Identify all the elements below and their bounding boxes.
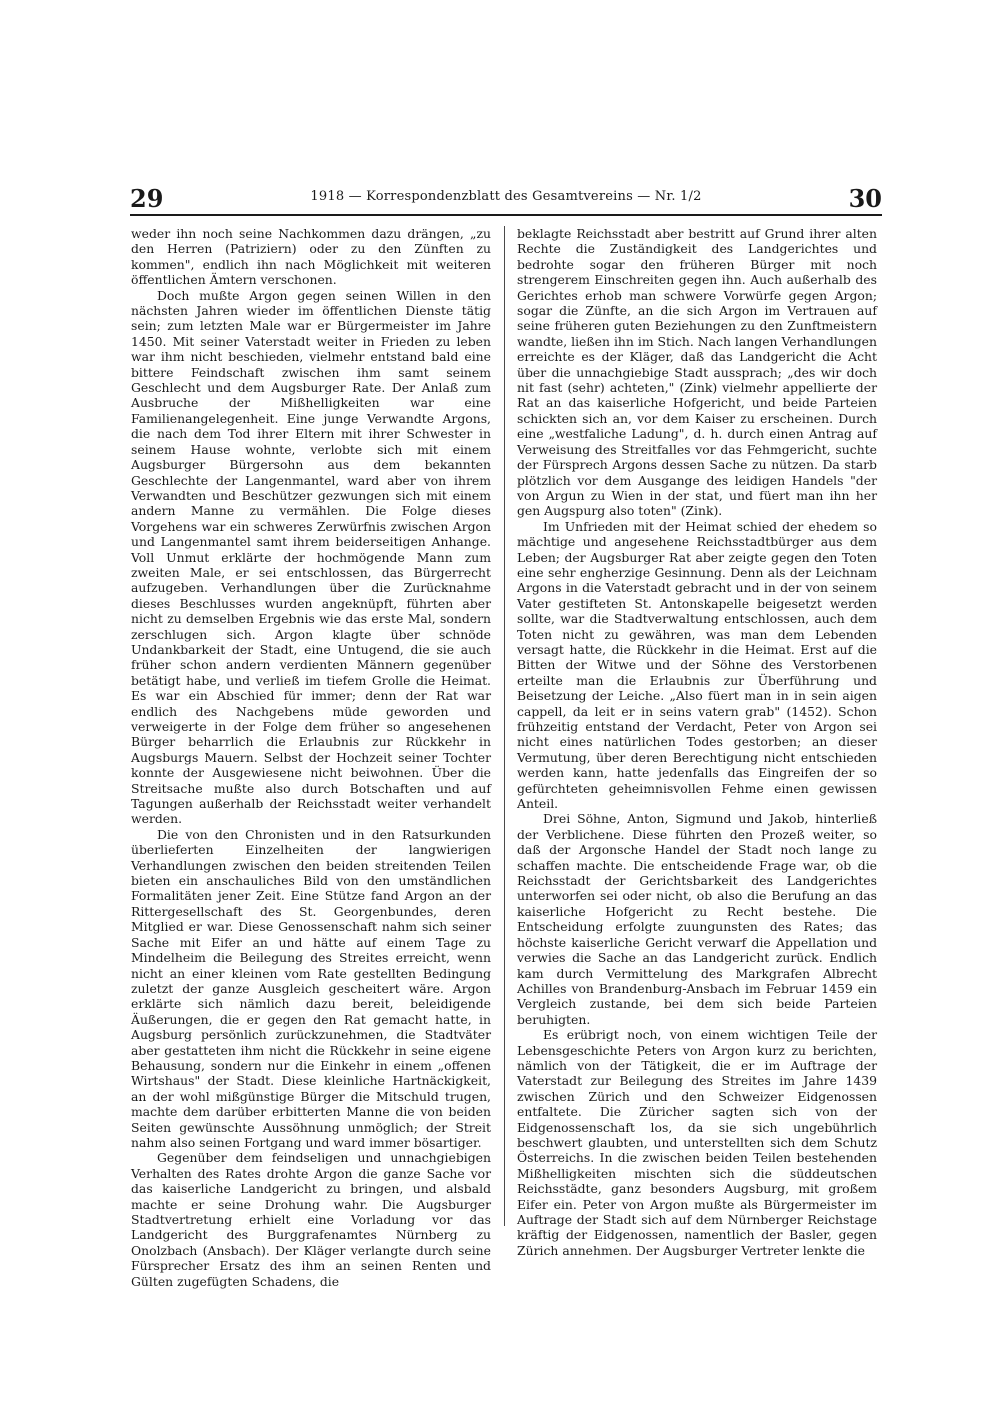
paragraph: weder ihn noch seine Nachkommen dazu drängen, „zu den Herren (Patriziern) oder zu den Zünften zu kommen", endlich ihn nach Möglichkeit mit weiteren öffentlichen Ämtern verschonen. (131, 226, 491, 288)
left-column (131, 226, 491, 1289)
paragraph: Im Unfrieden mit der Heimat schied der ehedem so mächtige und angesehene Reichsstadtbürger aus dem Leben; der Augsburger Rat aber zeigte gegen den Toten eine sehr engherzige Gesinnung. Denn als der Leichnam Argons in die Vaterstadt gebracht und in der von seinem Vater gestifteten St. Antonskapelle beigesetzt werden sollte, war die Stadtverwaltung entschlossen, auch dem Toten nicht zu gewähren, was man dem Lebenden versagt hatte, die Rückkehr in die Heimat. Erst auf die Bitten der Witwe und der Söhne des Verstorbenen erteilte man die Erlaubnis zur Überführung und Beisetzung der Leiche. „Also füert man in in sein aigen cappell, da leit er in seins vatern grab" (1452). Schon frühzeitig entstand der Verdacht, Peter von Argon sei nicht eines natürlichen Todes gestorben; an dieser Vermutung, über deren Berechtigung nicht entschieden werden kann, hatte jedenfalls das Eingreifen der so gefürchteten geheimnisvollen Fehme einen gewissen Anteil. (517, 518, 877, 812)
page-number-right: 30 (848, 184, 882, 213)
running-title: 1918 — Korrespondenzblatt des Gesamtvereins — Nr. 1/2 (310, 189, 702, 204)
paragraph: beklagte Reichsstadt aber bestritt auf Grund ihrer alten Rechte die Zuständigkeit des Landgerichtes und bedrohte sogar den früheren Bürger mit noch strengerem Einschreiten gegen ihn. Auch außerhalb des Gerichtes erhob man schwere Vorwürfe gegen Argon; sogar die Zünfte, an die sich Argon im Vertrauen auf seine früheren guten Beziehungen zu den Zunftmeistern wandte, ließen ihn im Stich. Nach langen Verhandlungen erreichte es der Kläger, daß das Landgericht die Acht über die unnachgiebige Stadt aussprach; „des wir doch nit fast (sehr) achteten," (Zink) vielmehr appellierte der Rat an das kaiserliche Hofgericht, und beide Parteien schickten sich an, vor dem Kaiser zu erscheinen. Durch eine „westfaliche Ladung", d. h. durch einen Antrag auf Verweisung des Streitfalles vor das Fehmgericht, suchte der Fürsprech Argons dessen Sache zu nützen. Da starb plötzlich vor dem Ausgange des leidigen Handels "der von Argun zu Wien in der stat, und füert man ihn her gen Augspurg also toten" (Zink). (517, 226, 877, 519)
paragraph: Drei Söhne, Anton, Sigmund und Jakob, hinterließ der Verblichene. Diese führten den Prozeß weiter, so daß der Argonsche Handel der Stadt noch lange zu schaffen machte. Die entscheidende Frage war, ob die Reichsstadt der Gerichtsbarkeit des Landgerichtes unterworfen sei oder nicht, ob also die Berufung an das kaiserliche Hofgericht zu Recht bestehe. Die Entscheidung erfolgte zuungunsten des Rates; das höchste kaiserliche Gericht verwarf die Appellation und verwies die Sache an das Landgericht zurück. Endlich kam durch Vermittelung des Markgrafen Albrecht Achilles von Brandenburg-Ansbach im Februar 1459 ein Vergleich zustande, bei dem sich beide Parteien beruhigten. (517, 811, 877, 1027)
paragraph: Gegenüber dem feindseligen und unnachgiebigen Verhalten des Rates drohte Argon die ganze Sache vor das kaiserliche Landgericht zu bringen, und alsbald machte er seine Drohung wahr. Die Augsburger Stadtvertretung erhielt eine Vorladung vor das Landgericht des Burggrafenamtes Nürnberg zu Onolzbach (Ansbach). Der Kläger verlangte durch seine Fürsprecher Ersatz des ihm an seinen Renten und Gülten zugefügten Schadens, die (131, 1150, 491, 1289)
paragraph: Doch mußte Argon gegen seinen Willen in den nächsten Jahren wieder im öffentlichen Dienste tätig sein; zum letzten Male war er Bürgermeister im Jahre 1450. Mit seiner Vaterstadt weiter in Frieden zu leben war ihm nicht beschieden, vielmehr entstand bald eine bittere Feindschaft zwischen ihm samt seinem Geschlecht und dem Augsburger Rate. Der Anlaß zum Ausbruche der Mißhelligkeiten war eine Familienangelegenheit. Eine junge Verwandte Argons, die nach dem Tod ihrer Eltern mit ihrer Schwester in seinem Hause wohnte, verlobte sich mit einem Augsburger Bürgersohn aus dem bekannten Geschlechte der Langenmantel, ward aber von ihrem Verwandten und Beschützer gezwungen sich mit einem andern Manne zu vermählen. Die Folge dieses Vorgehens war ein schweres Zerwürfnis zwischen Argon und Langenmantel samt ihrem beiderseitigen Anhange. Voll Unmut erklärte der hochmögende Mann zum zweiten Male, er sei entschlossen, das Bürgerrecht aufzugeben. Verhandlungen über die Zurücknahme dieses Beschlusses wurden angeknüpft, führten aber nicht zu demselben Ergebnis wie das erste Mal, sondern zerschlugen sich. Argon klagte über schnöde Undankbarkeit der Stadt, eine Untugend, die sie auch früher schon andern verdienten Männern gegenüber betätigt habe, und verließ im tiefem Grolle die Heimat. Es war ein Abschied für immer; denn der Rat war endlich des Nachgebens müde geworden und verweigerte in der Folge dem früher so angesehenen Bürger beharrlich die Erlaubnis zur Rückkehr in Augsburgs Mauern. Selbst der Hochzeit seiner Tochter konnte der Ausgewiesene nicht beiwohnen. Über die Streitsache mußte also durch Botschaften und auf Tagungen außerhalb der Reichsstadt weiter verhandelt werden. (131, 287, 491, 827)
page-number-left: 29 (130, 184, 164, 213)
right-column (517, 226, 877, 1258)
page-header (130, 182, 882, 216)
paragraph: Die von den Chronisten und in den Ratsurkunden überlieferten Einzelheiten der langwierigen Verhandlungen zwischen den beiden streitenden Teilen bieten ein anschauliches Bild von den umständlichen Formalitäten jener Zeit. Eine Stütze fand Argon an der Rittergesellschaft des St. Georgenbundes, deren Mitglied er war. Diese Genossenschaft nahm sich seiner Sache mit Eifer an und hätte auf einem Tage zu Mindelheim die Beilegung des Streites erreicht, wenn nicht an einer kleinen vom Rate gestellten Bedingung zuletzt der ganze Ausgleich gescheitert wäre. Argon erklärte sich nämlich dazu bereit, beleidigende Äußerungen, die er gegen den Rat gemacht hatte, in Augsburg persönlich zurückzunehmen, die Stadtväter aber gestatteten ihm nicht die Rückkehr in seine eigene Behausung, sondern nur die Einkehr in einem „offenen Wirtshaus" der Stadt. Diese kleinliche Hartnäckigkeit, an der wohl mißgünstige Bürger die Mitschuld trugen, machte dem darüber erbitterten Manne die von beiden Seiten gewünschte Aussöhnung unmöglich; der Streit nahm also seinen Fortgang und ward immer bösartiger. (131, 826, 491, 1150)
paragraph: Es erübrigt noch, von einem wichtigen Teile der Lebensgeschichte Peters von Argon kurz zu berichten, nämlich von der Tätigkeit, die er im Auftrage der Vaterstadt zur Beilegung des Streites im Jahre 1439 zwischen Zürich und den Schweizer Eidgenossen entfaltete. Die Züricher sagten sich von der Eidgenossenschaft los, da sie sich ungebührlich beschwert glaubten, und unterstellten sich dem Schutz Österreichs. In die zwischen beiden Teilen bestehenden Mißhelligkeiten mischten sich die süddeutschen Reichsstädte, ganz besonders Augsburg, mit großem Eifer ein. Peter von Argon mußte als Bürgermeister im Auftrage der Stadt sich auf dem Nürnberger Reichstage kräftig der Eidgenossen, namentlich der Basler, gegen Zürich annehmen. Der Augsburger Vertreter lenkte die (517, 1027, 877, 1258)
column-divider (504, 226, 505, 1226)
